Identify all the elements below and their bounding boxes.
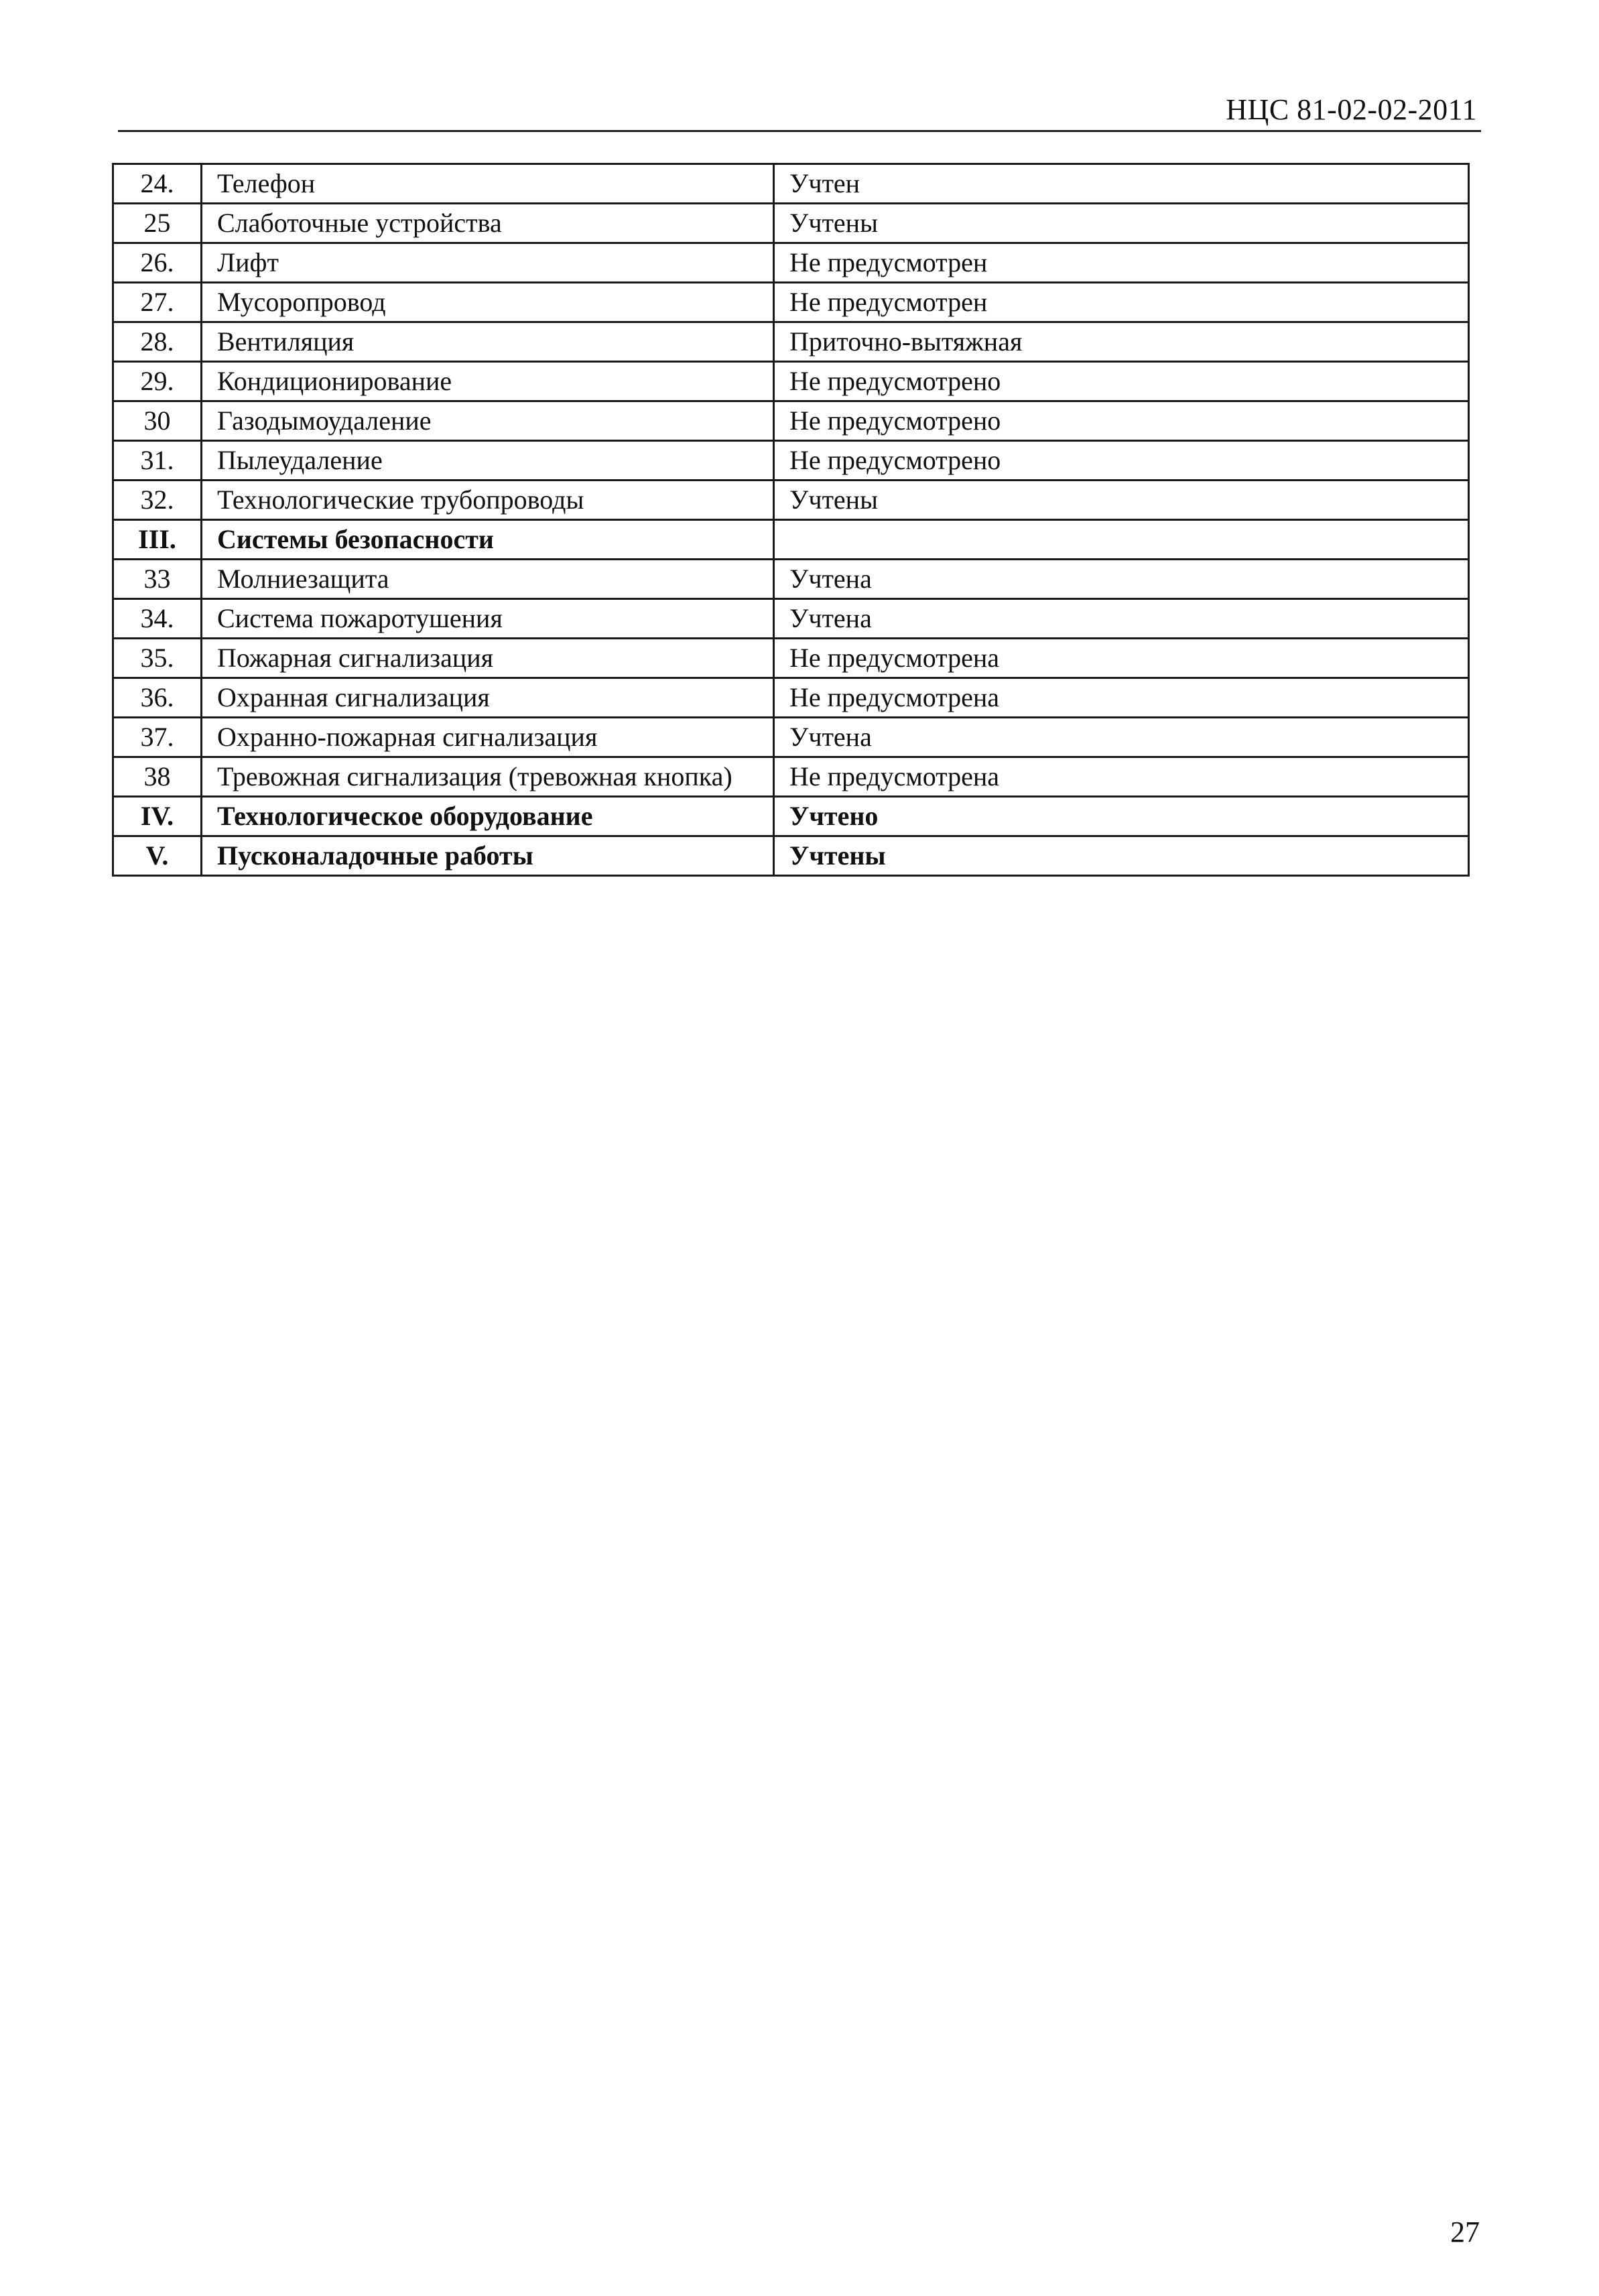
row-value-cell: Учтены — [774, 836, 1469, 876]
row-number-cell: 32. — [113, 481, 202, 520]
row-number-cell: 36. — [113, 678, 202, 718]
row-value-cell: Не предусмотрена — [774, 639, 1469, 678]
row-number-cell: IV. — [113, 797, 202, 836]
row-value-cell: Учтена — [774, 560, 1469, 599]
row-number-cell: 34. — [113, 599, 202, 639]
row-number-cell: 37. — [113, 718, 202, 757]
row-value-cell: Учтен — [774, 164, 1469, 204]
row-number-cell: 26. — [113, 243, 202, 283]
table-section-row — [113, 520, 1469, 560]
row-number-cell: 27. — [113, 283, 202, 322]
row-name-cell: Пылеудаление — [202, 441, 774, 481]
row-name-cell: Охранно-пожарная сигнализация — [202, 718, 774, 757]
table-row — [113, 401, 1469, 441]
table-row — [113, 204, 1469, 243]
row-value-cell: Учтена — [774, 718, 1469, 757]
row-number-cell: 33 — [113, 560, 202, 599]
table-row — [113, 481, 1469, 520]
table-section-row — [113, 797, 1469, 836]
row-value-cell: Не предусмотрен — [774, 243, 1469, 283]
row-value-cell: Не предусмотрено — [774, 362, 1469, 401]
row-name-cell: Мусоропровод — [202, 283, 774, 322]
table-row — [113, 362, 1469, 401]
row-number-cell: 31. — [113, 441, 202, 481]
document-code: НЦС 81-02-02-2011 — [1226, 93, 1477, 126]
row-value-cell: Учтены — [774, 481, 1469, 520]
row-name-cell: Газодымоудаление — [202, 401, 774, 441]
row-value-cell: Не предусмотрено — [774, 441, 1469, 481]
row-name-cell: Лифт — [202, 243, 774, 283]
row-number-cell: 35. — [113, 639, 202, 678]
row-value-cell: Не предусмотрена — [774, 757, 1469, 797]
row-name-cell: Телефон — [202, 164, 774, 204]
table-row — [113, 243, 1469, 283]
row-number-cell: III. — [113, 520, 202, 560]
row-name-cell: Технологические трубопроводы — [202, 481, 774, 520]
row-value-cell: Учтена — [774, 599, 1469, 639]
row-name-cell: Кондиционирование — [202, 362, 774, 401]
specification-table — [112, 163, 1470, 877]
row-value-cell: Не предусмотрен — [774, 283, 1469, 322]
row-number-cell: 30 — [113, 401, 202, 441]
row-number-cell: 28. — [113, 322, 202, 362]
row-value-cell — [774, 520, 1469, 560]
table-row — [113, 441, 1469, 481]
row-value-cell: Учтены — [774, 204, 1469, 243]
row-number-cell: V. — [113, 836, 202, 876]
row-name-cell: Системы безопасности — [202, 520, 774, 560]
row-name-cell: Молниезащита — [202, 560, 774, 599]
table-row — [113, 164, 1469, 204]
row-number-cell: 24. — [113, 164, 202, 204]
row-name-cell: Пусконаладочные работы — [202, 836, 774, 876]
row-number-cell: 25 — [113, 204, 202, 243]
row-number-cell: 29. — [113, 362, 202, 401]
row-name-cell: Тревожная сигнализация (тревожная кнопка) — [202, 757, 774, 797]
table-row — [113, 322, 1469, 362]
specification-table-body — [113, 164, 1469, 876]
header-divider — [118, 130, 1481, 132]
table-row — [113, 678, 1469, 718]
table-row — [113, 599, 1469, 639]
row-name-cell: Вентиляция — [202, 322, 774, 362]
row-value-cell: Приточно-вытяжная — [774, 322, 1469, 362]
table-row — [113, 639, 1469, 678]
table-row — [113, 283, 1469, 322]
table-row — [113, 718, 1469, 757]
row-value-cell: Не предусмотрена — [774, 678, 1469, 718]
table-row — [113, 560, 1469, 599]
row-name-cell: Пожарная сигнализация — [202, 639, 774, 678]
row-value-cell: Учтено — [774, 797, 1469, 836]
row-name-cell: Технологическое оборудование — [202, 797, 774, 836]
row-number-cell: 38 — [113, 757, 202, 797]
row-value-cell: Не предусмотрено — [774, 401, 1469, 441]
page-number: 27 — [1450, 2216, 1480, 2248]
row-name-cell: Система пожаротушения — [202, 599, 774, 639]
table-row — [113, 757, 1469, 797]
row-name-cell: Слаботочные устройства — [202, 204, 774, 243]
row-name-cell: Охранная сигнализация — [202, 678, 774, 718]
table-section-row — [113, 836, 1469, 876]
